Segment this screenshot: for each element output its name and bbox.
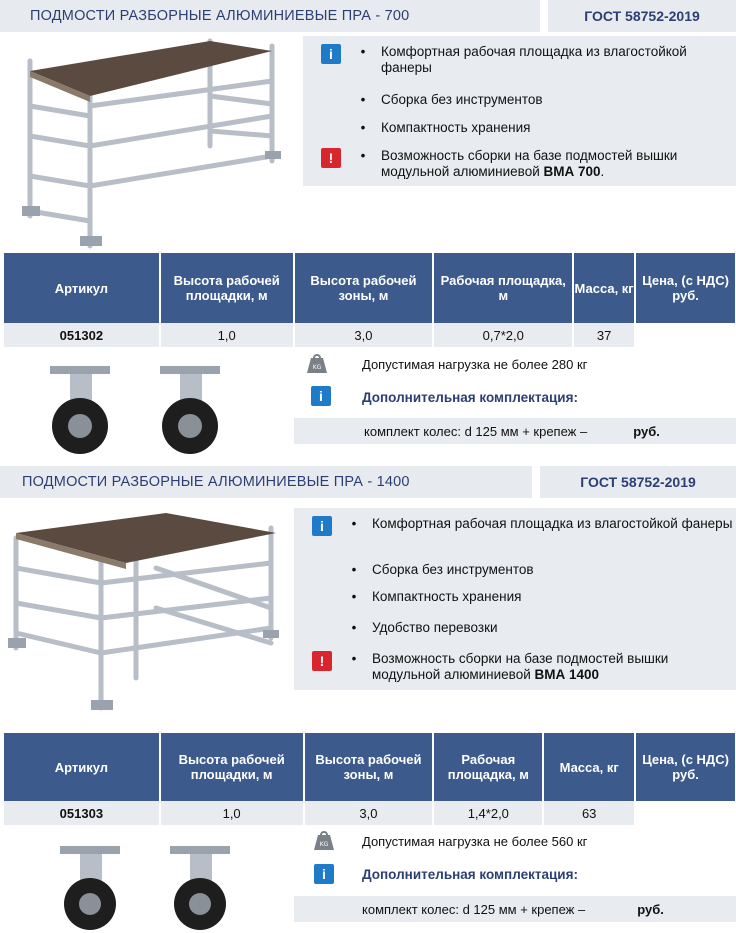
gost-label: ГОСТ 58752-2019 (548, 0, 736, 32)
col-header: Высота рабочей зоны, м (294, 253, 434, 323)
feature-text: Удобство перевозки (372, 620, 498, 635)
feature-text: Комфортная рабочая площадка из влагостойкой фанеры (372, 516, 733, 531)
scaffold-illustration (10, 36, 295, 251)
svg-text:KG: KG (319, 841, 329, 848)
kit-row (294, 896, 736, 922)
info-icon: i (321, 44, 341, 64)
col-header: Цена, (с НДС) руб. (635, 253, 735, 323)
col-header: Цена, (с НДС) руб. (635, 733, 735, 801)
col-header: Артикул (4, 733, 160, 801)
wheels-illustration (50, 838, 250, 933)
col-header: Рабочая площадка, м (433, 733, 543, 801)
kit-currency: руб. (637, 901, 664, 917)
kit-currency: руб. (633, 423, 660, 439)
cell: 1,4*2,0 (433, 801, 543, 825)
col-header: Рабочая площадка, м (433, 253, 573, 323)
feature-text: Компактность хранения (381, 120, 531, 135)
product-title: ПОДМОСТИ РАЗБОРНЫЕ АЛЮМИНИЕВЫЕ ПРА - 1400 (0, 466, 532, 498)
feature-text: Возможность сборки на базе подмостей вышки модульной алюминиевой ВМА 1400 (372, 651, 669, 682)
col-header: Масса, кг (573, 253, 635, 323)
features-panel: i • Комфортная рабочая площадка из влагостойкой фанеры • Сборка без инструментов • Компактность хранения ! • Возможность сборки на базе подмостей вышки модульной алюминиевой ВМА 700. (303, 36, 736, 186)
col-header: Высота рабочей зоны, м (304, 733, 434, 801)
cell: 0,7*2,0 (433, 323, 573, 347)
weight-icon (306, 354, 328, 374)
kit-row (294, 418, 736, 444)
table-row (4, 801, 735, 825)
additional-label: Дополнительная комплектация: (362, 390, 578, 405)
price-cell (635, 801, 735, 825)
gost-label: ГОСТ 58752-2019 (540, 466, 736, 498)
price-cell (635, 323, 735, 347)
article-cell: 051303 (4, 801, 160, 825)
col-header: Высота рабочей площадки, м (160, 253, 294, 323)
kit-text: комплект колес: d 125 мм + крепеж – (364, 423, 588, 439)
info-icon: i (314, 864, 334, 884)
additional-label: Дополнительная комплектация: (362, 867, 578, 882)
cell: 1,0 (160, 323, 294, 347)
wheels-illustration (40, 358, 240, 458)
cell: 1,0 (160, 801, 304, 825)
warning-icon: ! (321, 148, 341, 168)
col-header: Масса, кг (543, 733, 635, 801)
scaffold-illustration (6, 508, 288, 718)
product-title: ПОДМОСТИ РАЗБОРНЫЕ АЛЮМИНИЕВЫЕ ПРА - 700 (0, 0, 540, 32)
feature-text: Комфортная рабочая площадка из влагостойкой фанеры (381, 44, 687, 75)
info-icon: i (311, 386, 331, 406)
feature-text: Возможность сборки на базе подмостей вышки модульной алюминиевой ВМА 700. (381, 148, 678, 179)
feature-text: Сборка без инструментов (381, 92, 543, 107)
info-icon: i (312, 516, 332, 536)
feature-text: Компактность хранения (372, 589, 522, 604)
features-panel: i • Комфортная рабочая площадка из влагостойкой фанеры • Сборка без инструментов • Компактность хранения • Удобство перевозки ! • Возможность сборки на базе подмостей вышки модульной алюминиевой ВМА 1400 (294, 508, 736, 690)
col-header: Высота рабочей площадки, м (160, 733, 304, 801)
cell: 3,0 (304, 801, 434, 825)
warning-icon: ! (312, 651, 332, 671)
svg-text:KG: KG (312, 364, 322, 371)
spec-table (4, 253, 736, 347)
cell: 63 (543, 801, 635, 825)
cell: 37 (573, 323, 635, 347)
article-cell: 051302 (4, 323, 160, 347)
kit-text: комплект колес: d 125 мм + крепеж – (362, 901, 586, 917)
spec-table (4, 733, 736, 825)
load-text: Допустимая нагрузка не более 560 кг (362, 834, 588, 849)
load-text: Допустимая нагрузка не более 280 кг (362, 357, 588, 372)
table-row (4, 323, 735, 347)
cell: 3,0 (294, 323, 434, 347)
feature-text: Сборка без инструментов (372, 562, 534, 577)
weight-icon (313, 831, 335, 851)
col-header: Артикул (4, 253, 160, 323)
